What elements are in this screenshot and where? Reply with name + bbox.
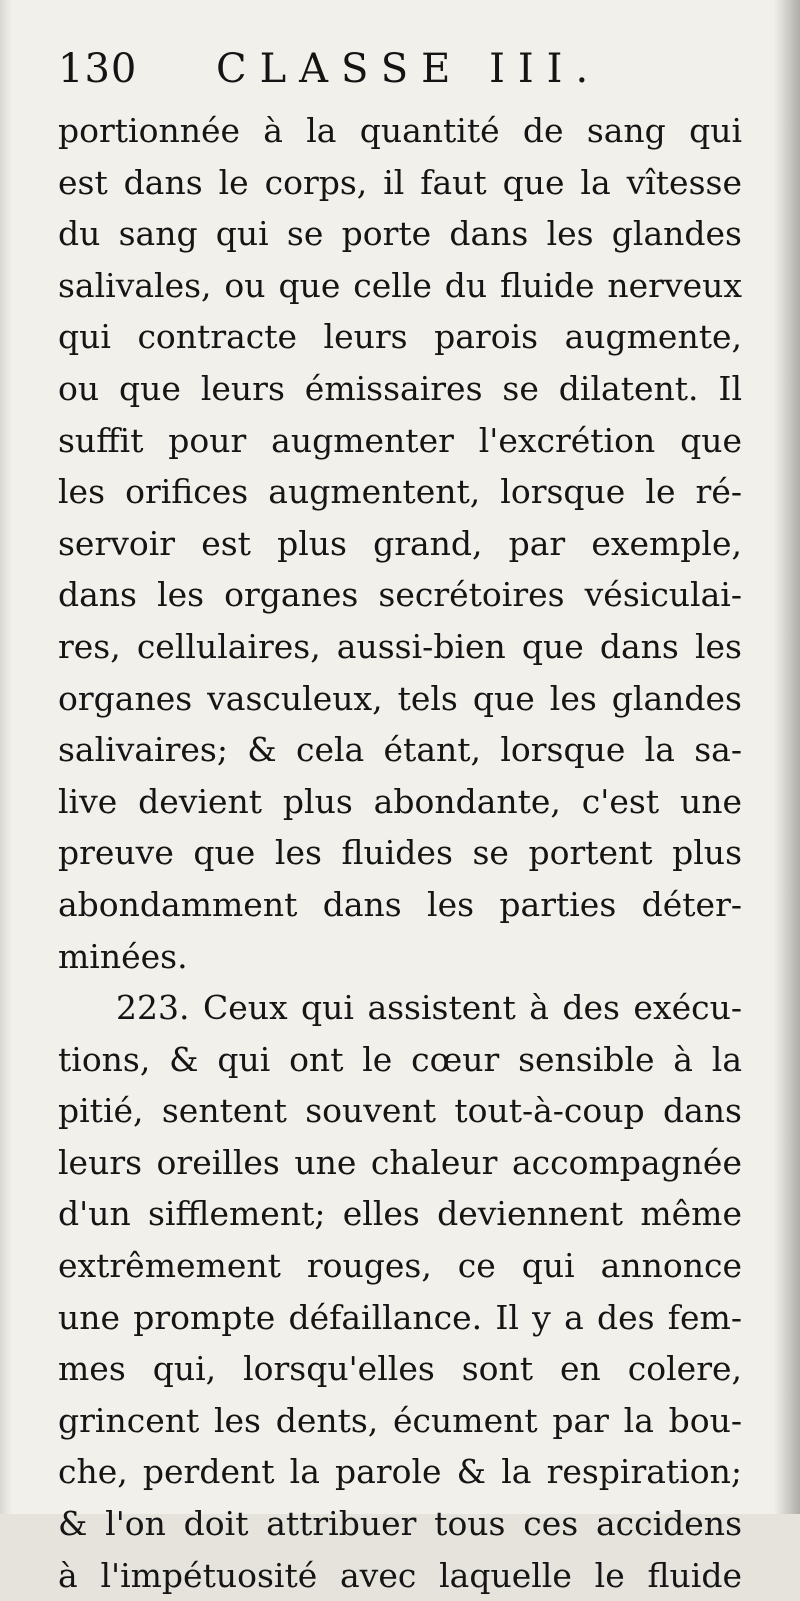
page-number: 130 (58, 46, 138, 92)
text-line: che, perdent la parole & la respiration; (58, 1452, 742, 1492)
text-line: qui contracte leurs parois augmente, (58, 317, 742, 357)
text-line: preuve que les fluides se portent plus (58, 833, 742, 873)
text-line: mes qui, lorsqu'elles sont en colere, (58, 1349, 742, 1389)
body-text (58, 105, 742, 1601)
gutter-shadow (774, 0, 800, 1514)
text-line: grincent les dents, écument par la bou- (58, 1400, 742, 1440)
text-line: organes vasculeux, tels que les glandes (58, 678, 742, 718)
text-line: tions, & qui ont le cœur sensible à la (58, 1039, 742, 1079)
paragraph-end-line: minées. (58, 936, 188, 976)
text-line: salivaires; & cela étant, lorsque la sa- (58, 730, 742, 770)
running-head: CLASSE III. (216, 46, 602, 92)
text-line: servoir est plus grand, par exemple, (58, 523, 742, 563)
text-line: ou que leurs émissaires se dilatent. Il (58, 368, 742, 408)
page-left-edge (0, 0, 12, 1514)
text-line: extrêmement rouges, ce qui annonce (58, 1246, 742, 1286)
text-line: & l'on doit attribuer tous ces accidens (58, 1504, 742, 1544)
text-line: du sang qui se porte dans les glandes (58, 214, 742, 254)
text-line: pitié, sentent souvent tout-à-coup dans (58, 1091, 742, 1131)
text-line: une prompte défaillance. Il y a des fem- (58, 1297, 742, 1337)
page-header (58, 40, 750, 100)
text-line: suffit pour augmenter l'excrétion que (58, 420, 742, 460)
text-line: leurs oreilles une chaleur accompagnée (58, 1142, 742, 1182)
text-line: les orifices augmentent, lorsque le ré- (58, 472, 742, 512)
text-line: res, cellulaires, aussi-bien que dans les (58, 626, 742, 666)
text-line: portionnée à la quantité de sang qui (58, 111, 742, 150)
text-line: dans les organes secrétoires vésiculai- (58, 575, 742, 615)
text-line: salivales, ou que celle du fluide nerveux (58, 265, 742, 305)
text-line: abondamment dans les parties déter- (58, 884, 742, 924)
text-line: à l'impétuosité avec laquelle le fluide (58, 1555, 742, 1595)
text-line: live devient plus abondante, c'est une (58, 781, 742, 821)
text-line: est dans le corps, il faut que la vîtesse (58, 162, 742, 202)
section-223-first-line: 223. Ceux qui assistent à des exécu- (116, 988, 742, 1028)
text-line: d'un sifflement; elles deviennent même (58, 1194, 742, 1234)
